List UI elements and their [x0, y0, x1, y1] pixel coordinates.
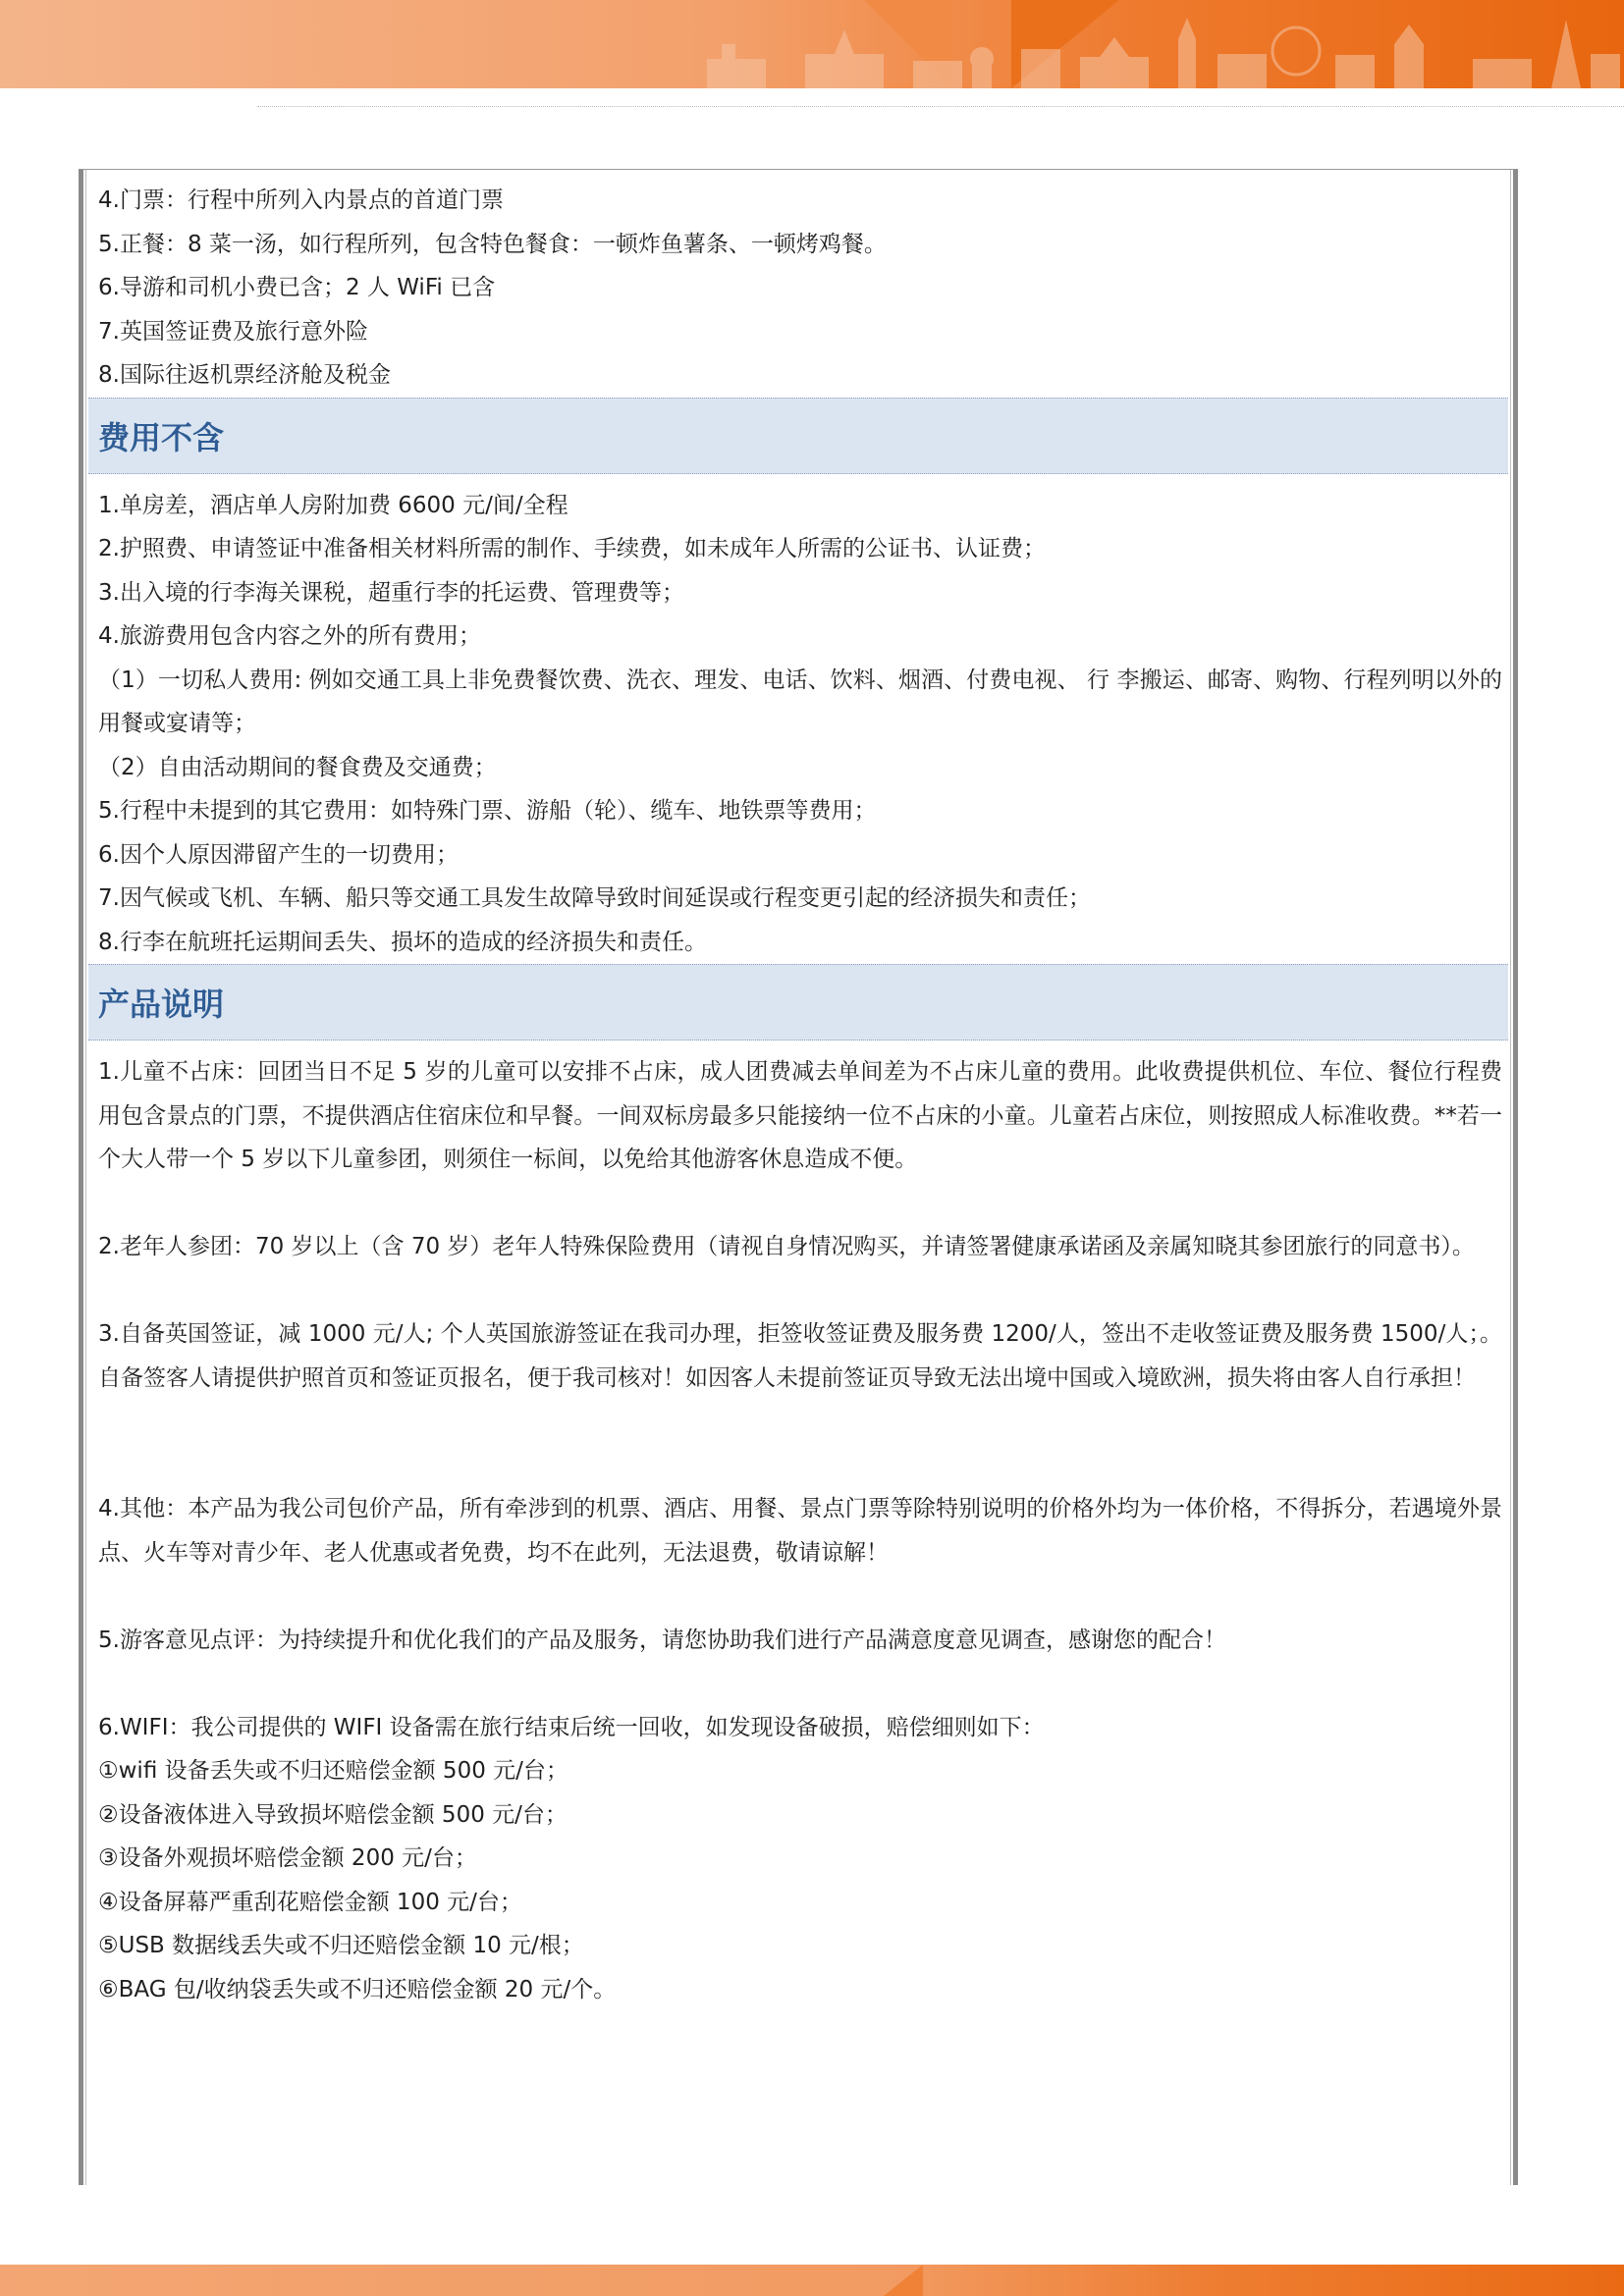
header-rule [257, 106, 1624, 107]
excluded-item: 2.护照费、申请签证中准备相关材料所需的制作、手续费，如未成年人所需的公证书、认证费； [98, 536, 1046, 561]
wifi-item: ①wifi 设备丢失或不归还赔偿金额 500 元/台； [98, 1758, 568, 1784]
wifi-item: ⑥BAG 包/收纳袋丢失或不归还赔偿金额 20 元/个。 [98, 1976, 617, 2002]
document-content [98, 169, 1502, 2011]
included-item: 4.门票：行程中所列入内景点的首道门票 [98, 187, 504, 213]
excluded-item: （2）自由活动期间的餐食费及交通费； [98, 754, 497, 780]
wifi-item: ②设备液体进入导致损坏赔偿金额 500 元/台； [98, 1801, 568, 1828]
wifi-item: ⑤USB 数据线丢失或不归还赔偿金额 10 元/根； [98, 1933, 584, 1958]
wifi-item: ③设备外观损坏赔偿金额 200 元/台； [98, 1845, 477, 1871]
included-item: 6.导游和司机小费已含；2 人 WiFi 已含 [98, 275, 496, 300]
footer-band [0, 2265, 1624, 2296]
excluded-item: 7.因气候或飞机、车辆、船只等交通工具发生故障导致时间延误或行程变更引起的经济损失和责任； [98, 885, 1091, 911]
header-banner [0, 0, 1624, 88]
excluded-item: 5.行程中未提到的其它费用：如特殊门票、游船（轮）、缆车、地铁票等费用； [98, 798, 877, 824]
excluded-item: （1）一切私人费用: 例如交通工具上非免费餐饮费、洗衣、理发、电话、饮料、烟酒、付费电视、 行 李搬运、邮寄、购物、行程列明以外的用餐或宴请等； [98, 667, 1502, 736]
included-item: 8.国际往返机票经济舱及税金 [98, 362, 391, 388]
section-header-excluded [88, 398, 1508, 474]
included-item: 7.英国签证费及旅行意外险 [98, 318, 368, 345]
section-title: 费用不含 [98, 418, 225, 456]
section-header-product [88, 964, 1508, 1041]
product-note-visa: 3.自备英国签证，减 1000 元/人; 个人英国旅游签证在我司办理，拒签收签证费及服务费 1200/人，签出不走收签证费及服务费 1500/人；。自备签客人请提供护照首页和签证页报名，便于我司核对！如因客人未提前签证页导致无法出境中国或入境欧洲，损失将由客人自行承担！ [98, 1321, 1502, 1391]
section-title: 产品说明 [98, 986, 225, 1023]
excluded-item: 8.行李在航班托运期间丢失、损坏的造成的经济损失和责任。 [98, 929, 707, 955]
product-note-seniors: 2.老年人参团：70 岁以上（含 70 岁）老年人特殊保险费用（请视自身情况购买，并请签署健康承诺函及亲属知晓其参团旅行的同意书）。 [98, 1234, 1475, 1259]
wifi-item: ④设备屏幕严重刮花赔偿金额 100 元/台； [98, 1889, 522, 1915]
product-note-children: 1.儿童不占床：回团当日不足 5 岁的儿童可以安排不占床，成人团费减去单间差为不占床儿童的费用。此收费提供机位、车位、餐位行程费用包含景点的门票，不提供酒店住宿床位和早餐。一间双标房最多只能接纳一位不占床的小童。儿童若占床位，则按照成人标准收费。**若一个大人带一个 5 岁以下儿童参团，则须住一标间，以免给其他游客休息造成不便。 [98, 1059, 1502, 1172]
city-skyline-icon [687, 0, 1624, 88]
included-item: 5.正餐：8 菜一汤，如行程所列，包含特色餐食：一顿炸鱼薯条、一顿烤鸡餐。 [98, 231, 887, 257]
product-note-feedback: 5.游客意见点评：为持续提升和优化我们的产品及服务，请您协助我们进行产品满意度意见调查，感谢您的配合！ [98, 1627, 1226, 1653]
excluded-item: 3.出入境的行李海关课税，超重行李的托运费、管理费等； [98, 579, 684, 606]
excluded-item: 6.因个人原因滞留产生的一切费用； [98, 841, 459, 868]
product-note-other: 4.其他：本产品为我公司包价产品，所有牵涉到的机票、酒店、用餐、景点门票等除特别说明的价格外均为一体价格，不得拆分，若遇境外景点、火车等对青少年、老人优惠或者免费，均不在此列，无法退费，敬请谅解！ [98, 1496, 1502, 1566]
product-note-wifi: 6.WIFI：我公司提供的 WIFI 设备需在旅行结束后统一回收，如发现设备破损，赔偿细则如下： [98, 1714, 1045, 1740]
excluded-item: 1.单房差，酒店单人房附加费 6600 元/间/全程 [98, 492, 568, 518]
excluded-item: 4.旅游费用包含内容之外的所有费用； [98, 623, 481, 649]
